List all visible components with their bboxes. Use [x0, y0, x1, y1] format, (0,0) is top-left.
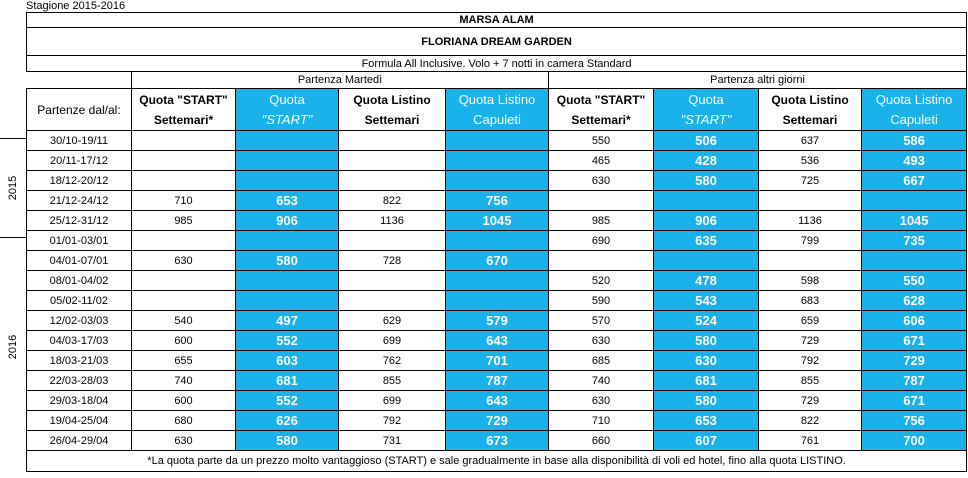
hotel-name: FLORIANA DREAM GARDEN: [27, 28, 967, 56]
tuesday-quota-start-settemari: 630: [132, 431, 236, 451]
other-days-listino-settemari: 659: [759, 311, 862, 331]
table-row: [27, 211, 967, 231]
table-row: [27, 251, 967, 271]
other-days-quota-start: [654, 191, 759, 211]
tuesday-listino-settemari: [339, 151, 446, 171]
other-days-listino-settemari: 855: [759, 371, 862, 391]
other-days-quota-start-settemari: 590: [549, 291, 654, 311]
other-days-listino-settemari: 725: [759, 171, 862, 191]
tuesday-quota-start-settemari: 655: [132, 351, 236, 371]
tuesday-quota-start: 552: [236, 391, 339, 411]
price-rows: [27, 131, 967, 451]
tuesday-quota-start: 681: [236, 371, 339, 391]
tuesday-quota-start-settemari: 985: [132, 211, 236, 231]
other-days-listino-capuleti: 700: [862, 431, 967, 451]
departure-dates: 04/01-07/01: [27, 251, 132, 271]
tuesday-quota-start-settemari: [132, 271, 236, 291]
other-days-quota-start-settemari: 690: [549, 231, 654, 251]
tuesday-quota-start: [236, 271, 339, 291]
other-days-quota-start: 506: [654, 131, 759, 151]
departure-dates: 04/03-17/03: [27, 331, 132, 351]
tuesday-listino-capuleti: 643: [446, 391, 549, 411]
tuesday-listino-capuleti: 643: [446, 331, 549, 351]
other-days-quota-start-settemari: 520: [549, 271, 654, 291]
tuesday-listino-capuleti: 729: [446, 411, 549, 431]
tuesday-listino-settemari: 699: [339, 391, 446, 411]
tuesday-listino-capuleti: 579: [446, 311, 549, 331]
table-row: [27, 331, 967, 351]
other-days-quota-start: 635: [654, 231, 759, 251]
tuesday-quota-start: 603: [236, 351, 339, 371]
departure-dates: 19/04-25/04: [27, 411, 132, 431]
tuesday-listino-capuleti: 670: [446, 251, 549, 271]
tuesday-listino-settemari: 728: [339, 251, 446, 271]
table-row: [27, 311, 967, 331]
tuesday-listino-capuleti: [446, 151, 549, 171]
other-days-listino-settemari: 729: [759, 391, 862, 411]
other-days-quota-start: 906: [654, 211, 759, 231]
other-days-quota-start: [654, 251, 759, 271]
other-days-listino-capuleti: 667: [862, 171, 967, 191]
header-quota-start: Quota "START": [654, 89, 759, 131]
tuesday-listino-capuleti: [446, 271, 549, 291]
other-days-quota-start: 478: [654, 271, 759, 291]
departure-dates: 25/12-31/12: [27, 211, 132, 231]
tuesday-quota-start-settemari: 710: [132, 191, 236, 211]
tuesday-quota-start: 580: [236, 431, 339, 451]
tuesday-quota-start-settemari: [132, 231, 236, 251]
other-days-quota-start-settemari: 630: [549, 171, 654, 191]
other-days-listino-capuleti: 493: [862, 151, 967, 171]
price-table: [26, 12, 967, 472]
tuesday-listino-settemari: [339, 131, 446, 151]
other-days-listino-settemari: [759, 191, 862, 211]
table-row: [27, 271, 967, 291]
footnote: *La quota parte da un prezzo molto vantaggioso (START) e sale gradualmente in base alla disponibilità di voli ed hotel, fino alla quota LISTINO.: [27, 451, 967, 472]
tuesday-quota-start-settemari: [132, 151, 236, 171]
tuesday-listino-capuleti: [446, 231, 549, 251]
tuesday-listino-settemari: [339, 231, 446, 251]
tuesday-listino-settemari: 762: [339, 351, 446, 371]
tuesday-quota-start: [236, 231, 339, 251]
tuesday-listino-capuleti: 701: [446, 351, 549, 371]
other-days-listino-settemari: 1136: [759, 211, 862, 231]
other-days-listino-capuleti: 787: [862, 371, 967, 391]
table-row: [27, 171, 967, 191]
tuesday-listino-settemari: 731: [339, 431, 446, 451]
season-label: Stagione 2015-2016: [26, 0, 126, 12]
tuesday-quota-start-settemari: 600: [132, 331, 236, 351]
departure-dates: 29/03-18/04: [27, 391, 132, 411]
other-days-listino-capuleti: [862, 191, 967, 211]
blank-corner: [27, 72, 132, 89]
tuesday-listino-capuleti: 756: [446, 191, 549, 211]
year-label-2015: 2015: [6, 175, 19, 200]
table-row: [27, 291, 967, 311]
departure-dates: 26/04-29/04: [27, 431, 132, 451]
other-days-listino-settemari: 637: [759, 131, 862, 151]
other-days-quota-start: 580: [654, 331, 759, 351]
table-row: [27, 131, 967, 151]
other-days-quota-start-settemari: 985: [549, 211, 654, 231]
other-days-quota-start: 543: [654, 291, 759, 311]
header-listino-capuleti: Quota Listino Capuleti: [862, 89, 967, 131]
other-days-listino-settemari: [759, 251, 862, 271]
departure-dates: 05/02-11/02: [27, 291, 132, 311]
tuesday-quota-start: 552: [236, 331, 339, 351]
column-header-row: [27, 89, 967, 131]
tuesday-quota-start-settemari: 740: [132, 371, 236, 391]
other-days-listino-capuleti: 606: [862, 311, 967, 331]
tuesday-quota-start: 653: [236, 191, 339, 211]
other-days-listino-capuleti: 671: [862, 391, 967, 411]
departure-dates: 18/12-20/12: [27, 171, 132, 191]
other-days-quota-start-settemari: 630: [549, 331, 654, 351]
table-row: [27, 351, 967, 371]
tuesday-listino-settemari: 792: [339, 411, 446, 431]
other-days-quota-start: 524: [654, 311, 759, 331]
other-days-quota-start-settemari: [549, 191, 654, 211]
other-days-quota-start: 580: [654, 391, 759, 411]
tuesday-listino-settemari: 855: [339, 371, 446, 391]
other-days-quota-start-settemari: 660: [549, 431, 654, 451]
other-days-listino-capuleti: 756: [862, 411, 967, 431]
tuesday-listino-settemari: [339, 171, 446, 191]
other-days-quota-start-settemari: 710: [549, 411, 654, 431]
tuesday-listino-capuleti: [446, 291, 549, 311]
group-other-days-departure: Partenza altri giorni: [549, 72, 967, 89]
tuesday-quota-start: 906: [236, 211, 339, 231]
tuesday-listino-settemari: [339, 291, 446, 311]
other-days-listino-settemari: 598: [759, 271, 862, 291]
tuesday-listino-settemari: 629: [339, 311, 446, 331]
other-days-quota-start-settemari: 465: [549, 151, 654, 171]
table-row: [27, 191, 967, 211]
departure-dates: 22/03-28/03: [27, 371, 132, 391]
departure-dates: 12/02-03/03: [27, 311, 132, 331]
departure-dates: 08/01-04/02: [27, 271, 132, 291]
table-row: [27, 371, 967, 391]
other-days-quota-start: 630: [654, 351, 759, 371]
other-days-quota-start: 681: [654, 371, 759, 391]
tuesday-quota-start-settemari: [132, 171, 236, 191]
header-listino-capuleti: Quota Listino Capuleti: [446, 89, 549, 131]
other-days-quota-start-settemari: 550: [549, 131, 654, 151]
other-days-listino-capuleti: 586: [862, 131, 967, 151]
other-days-listino-settemari: 683: [759, 291, 862, 311]
other-days-listino-capuleti: 671: [862, 331, 967, 351]
other-days-quota-start-settemari: 685: [549, 351, 654, 371]
header-quota-start-settemari: Quota "START" Settemari*: [549, 89, 654, 131]
tuesday-quota-start: [236, 291, 339, 311]
tuesday-quota-start-settemari: [132, 291, 236, 311]
other-days-listino-capuleti: 628: [862, 291, 967, 311]
table-row: [27, 151, 967, 171]
tuesday-quota-start: 580: [236, 251, 339, 271]
header-quota-start: Quota "START": [236, 89, 339, 131]
formula-description: Formula All Inclusive. Volo + 7 notti in camera Standard: [27, 56, 967, 72]
destination: MARSA ALAM: [27, 13, 967, 28]
departure-dates: 30/10-19/11: [27, 131, 132, 151]
tuesday-quota-start-settemari: 680: [132, 411, 236, 431]
tuesday-quota-start: 497: [236, 311, 339, 331]
other-days-listino-settemari: 799: [759, 231, 862, 251]
tuesday-quota-start-settemari: 600: [132, 391, 236, 411]
other-days-quota-start: 607: [654, 431, 759, 451]
tuesday-listino-settemari: 822: [339, 191, 446, 211]
tuesday-quota-start: [236, 151, 339, 171]
other-days-quota-start: 580: [654, 171, 759, 191]
other-days-quota-start-settemari: 740: [549, 371, 654, 391]
departure-dates: 21/12-24/12: [27, 191, 132, 211]
tuesday-quota-start: [236, 171, 339, 191]
tuesday-listino-settemari: [339, 271, 446, 291]
table-row: [27, 411, 967, 431]
tuesday-listino-capuleti: 787: [446, 371, 549, 391]
tuesday-listino-capuleti: 1045: [446, 211, 549, 231]
other-days-listino-settemari: 822: [759, 411, 862, 431]
departure-dates: 01/01-03/01: [27, 231, 132, 251]
tuesday-quota-start-settemari: 540: [132, 311, 236, 331]
other-days-quota-start-settemari: 630: [549, 391, 654, 411]
other-days-listino-settemari: 761: [759, 431, 862, 451]
tuesday-quota-start-settemari: 630: [132, 251, 236, 271]
other-days-quota-start: 428: [654, 151, 759, 171]
departure-dates: 20/11-17/12: [27, 151, 132, 171]
other-days-listino-settemari: 792: [759, 351, 862, 371]
tuesday-listino-settemari: 699: [339, 331, 446, 351]
tuesday-quota-start-settemari: [132, 131, 236, 151]
table-row: [27, 431, 967, 451]
other-days-quota-start: 653: [654, 411, 759, 431]
group-header-row: [27, 72, 967, 89]
header-quota-start-settemari: Quota "START" Settemari*: [132, 89, 236, 131]
other-days-listino-capuleti: 729: [862, 351, 967, 371]
departure-dates: 18/03-21/03: [27, 351, 132, 371]
tuesday-listino-capuleti: 673: [446, 431, 549, 451]
other-days-quota-start-settemari: [549, 251, 654, 271]
tuesday-quota-start: [236, 131, 339, 151]
tuesday-quota-start: 626: [236, 411, 339, 431]
other-days-listino-capuleti: [862, 251, 967, 271]
year-label-2016: 2016: [6, 334, 19, 360]
header-listino-settemari: Quota Listino Settemari: [339, 89, 446, 131]
other-days-listino-settemari: 729: [759, 331, 862, 351]
table-row: [27, 231, 967, 251]
group-tuesday-departure: Partenza Martedì: [132, 72, 549, 89]
tuesday-listino-settemari: 1136: [339, 211, 446, 231]
other-days-listino-settemari: 536: [759, 151, 862, 171]
other-days-listino-capuleti: 735: [862, 231, 967, 251]
tuesday-listino-capuleti: [446, 131, 549, 151]
header-departures: Partenze dal/al:: [27, 89, 132, 131]
other-days-listino-capuleti: 550: [862, 271, 967, 291]
other-days-listino-capuleti: 1045: [862, 211, 967, 231]
table-row: [27, 391, 967, 411]
other-days-quota-start-settemari: 570: [549, 311, 654, 331]
header-listino-settemari: Quota Listino Settemari: [759, 89, 862, 131]
tuesday-listino-capuleti: [446, 171, 549, 191]
